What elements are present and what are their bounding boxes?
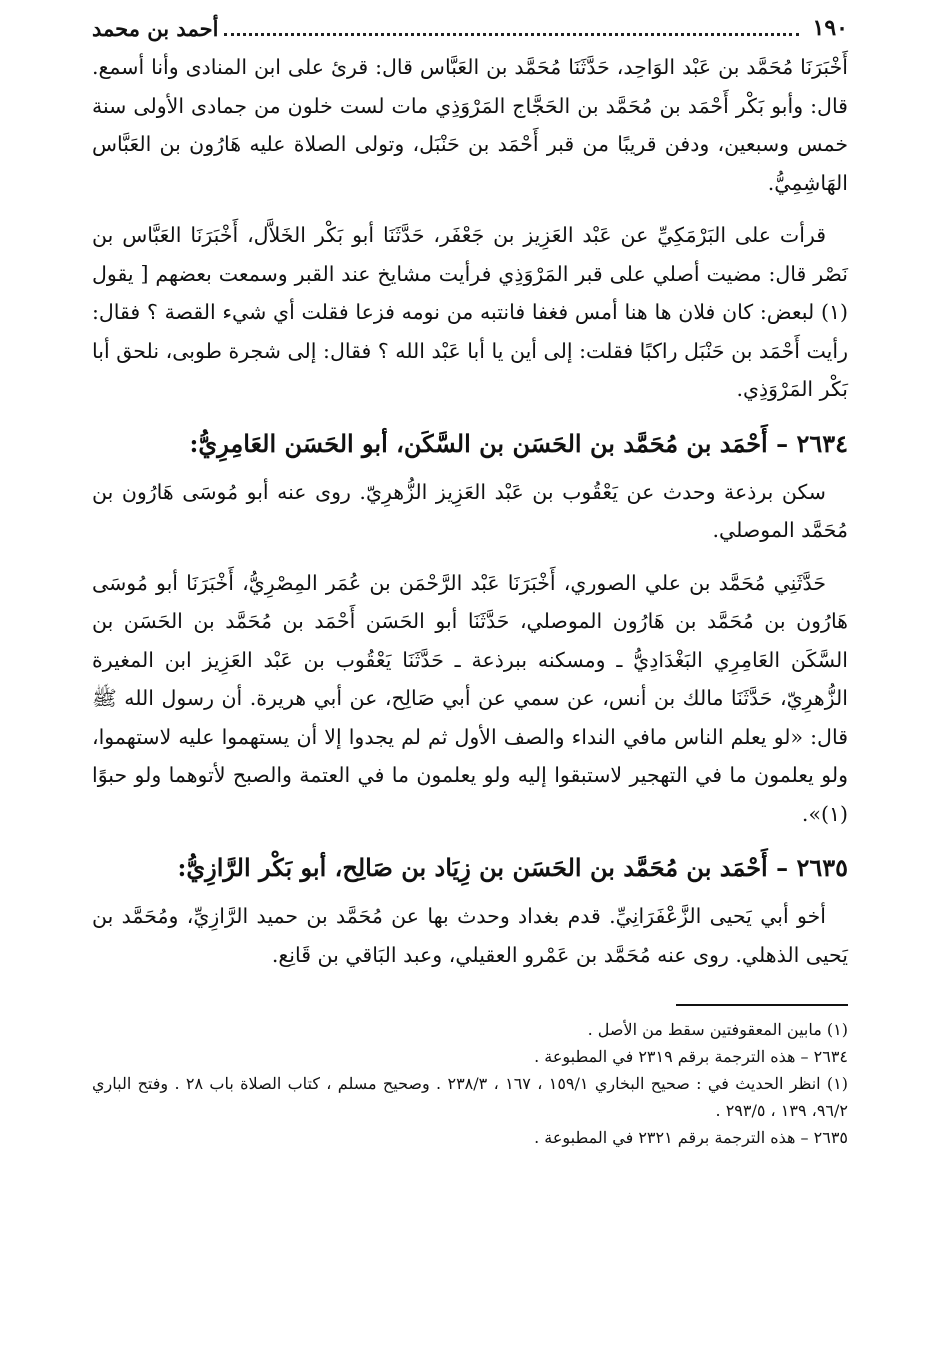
biography-entry-2635 — [92, 847, 848, 974]
entry-paragraph: حَدَّثَنِي مُحَمَّد بن علي الصوري، أَخْبَرَنَا عَبْد الرَّحْمَن بن عُمَر المِصْرِيُّ، أَخْبَرَنَا أبو مُوسَى هَارُون بن مُحَمَّد بن هَارُون الموصلي، حَدَّثَنَا أبو الحَسَن أَحْمَد بن مُحَمَّد بن الحَسَن بن السَّكَن العَامِرِي البَغْدَادِيُّ ـ ومسكنه ببرذعة ـ حَدَّثَنَا يَعْقُوب بن عَبْد العَزِيز ابن المغيرة الزُّهرِيّ، حَدَّثَنَا مالك بن أنس، عن سمي عن أبي صَالِح، عن أبي هريرة. أن رسول الله ﷺ قال: «لو يعلم الناس مافي النداء والصف الأول ثم لم يجدوا إلا أن يستهموا عليه لاستهموا، ولو يعلمون ما في التهجير لاستبقوا إليه ولو يعلمون ما في العتمة والصبح لأتوهما ولو حبوًا (١)». — [92, 570, 848, 826]
running-header — [92, 8, 848, 48]
entry-heading: ٢٦٣٤ – أَحْمَد بن مُحَمَّد بن الحَسَن بن السَّكَن، أبو الحَسَن العَامِرِيُّ: — [189, 428, 848, 458]
footnote: ٢٦٣٤ – هذه الترجمة برقم ٢٣١٩ في المطبوعة . — [534, 1047, 848, 1066]
body-paragraph: قرأت على البَرْمَكِيِّ عن عَبْد العَزِيز بن جَعْفَر، حَدَّثَنَا أبو بَكْر الخَلاَّل، أَخْبَرَنَا العَبَّاس بن نَصْر قال: مضيت أصلي على قبر المَرْوَذِي فرأيت مشايخ عند القبر وسمعت بعضهم [ يقول (١) لبعض: كان فلان ها هنا أمس فغفا فانتبه من نومه فزعا فقلت أي شيء القصة ؟ فقال: رأيت أَحْمَد بن حَنْبَل راكبًا فقلت: إلى أين يا أبا عَبْد الله ؟ فقال: إلى شجرة طوبى، نلحق أبا بَكْر المَرْوَذِي. — [92, 223, 848, 401]
body-paragraph: أَخْبَرَنَا مُحَمَّد بن عَبْد الوَاحِد، حَدَّثَنَا مُحَمَّد بن العَبَّاس قال: قرئ على ابن المنادى وأنا أسمع. قال: وأبو بَكْر أَحْمَد بن مُحَمَّد بن الحَجَّاج المَرْوَذِي مات لست خلون من جمادى الأولى سنة خمس وسبعين، ودفن قريبًا من قبر أَحْمَد بن حَنْبَل، وتولى الصلاة عليه هَارُون بن العَبَّاس الهَاشِمِيُّ. — [92, 55, 848, 195]
footnote-divider — [676, 1004, 848, 1006]
entry-heading: ٢٦٣٥ – أَحْمَد بن مُحَمَّد بن الحَسَن بن زِيَاد بن صَالِح، أبو بَكْر الرَّازِيُّ: — [177, 853, 848, 882]
continued-entry-2 — [92, 216, 848, 409]
header-leader-dots — [224, 33, 798, 36]
footnotes-section — [92, 988, 848, 1151]
entry-paragraph: أخو أبي يَحيى الزَّعْفَرَانِيِّ. قدم بغداد وحدث بها عن مُحَمَّد بن حميد الرَّازِيِّ، ومُحَمَّد بن يَحيى الذهلي. روى عنه مُحَمَّد بن عَمْرو العقيلي، وعبد البَاقي بن قَانِع. — [92, 904, 848, 967]
running-title: أحمد بن محمد — [92, 15, 219, 41]
entry-paragraph: سكن برذعة وحدث عن يَعْقُوب بن عَبْد العَزِيز الزُّهرِيّ. روى عنه أبو مُوسَى هَارُون بن مُحَمَّد الموصلي. — [92, 479, 848, 542]
footnote: ٢٦٣٥ – هذه الترجمة برقم ٢٣٢١ في المطبوعة . — [534, 1128, 848, 1147]
footnote: (١) مابين المعقوفتين سقط من الأصل . — [587, 1020, 848, 1039]
biography-entry-2634 — [92, 423, 848, 834]
footnote: (١) انظر الحديث في : صحيح البخاري ١٥٩/١ ، ١٦٧ ، ٢٣٨/٣ . وصحيح مسلم ، كتاب الصلاة باب ٢٨ . وفتح الباري ٩٦/٢، ١٣٩ ، ٢٩٣/٥ . — [92, 1074, 849, 1120]
continued-entry — [92, 48, 848, 202]
page-number: ١٩٠ — [812, 15, 848, 41]
